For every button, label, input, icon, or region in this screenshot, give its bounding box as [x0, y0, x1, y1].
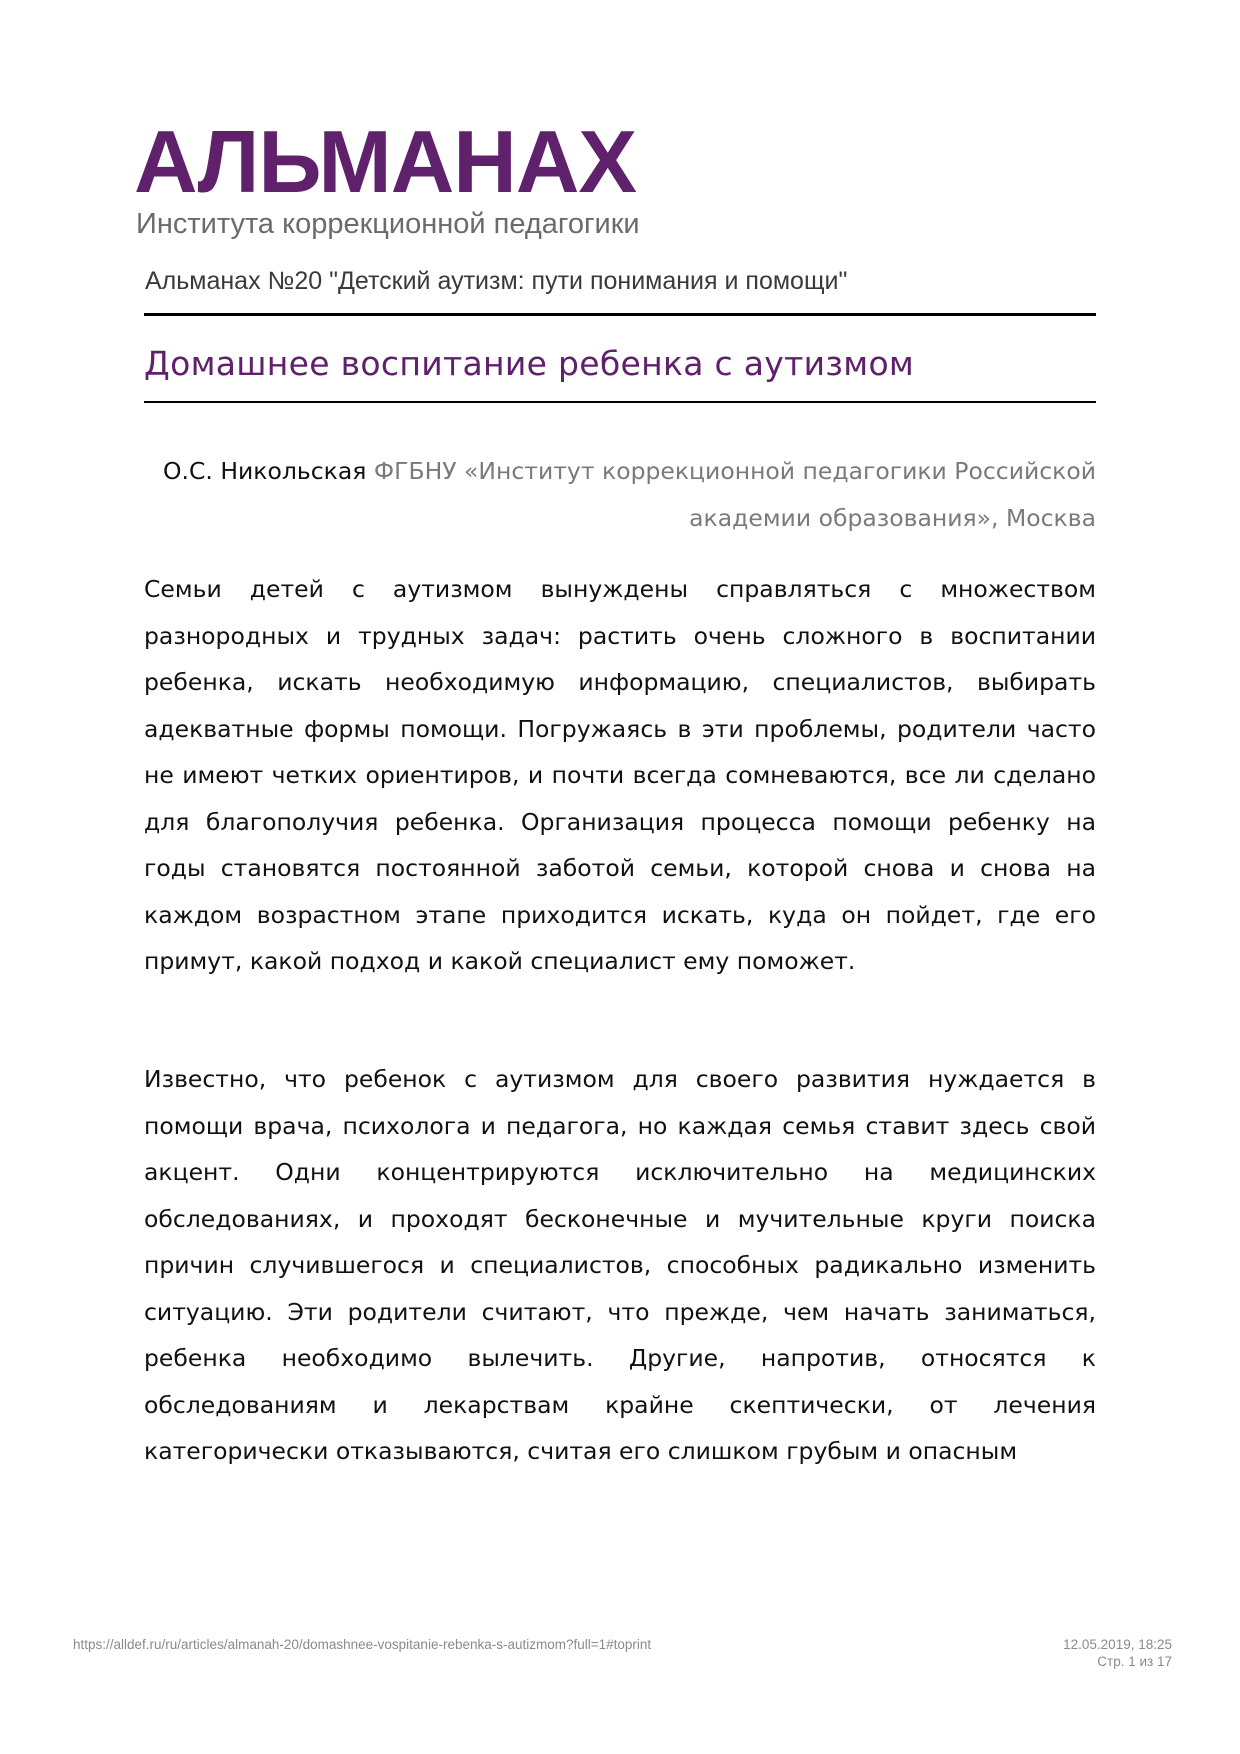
footer-meta	[1063, 1636, 1172, 1670]
body-paragraph: Известно, что ребенок с аутизмом для своего развития нуждается в помощи врача, психолога и педагога, но каждая семья ставит здесь свой акцент. Одни концентрируются исключительно на медицинских обследованиях, и проходят бесконечные и мучительные круги поиска причин случившегося и специалистов, способных радикально изменить ситуацию. Эти родители считают, что прежде, чем начать заниматься, ребенка необходимо вылечить. Другие, напротив, относятся к обследованиям и лекарствам крайне скептически, от лечения категорически отказываются, считая его слишком грубым и опасным	[144, 1065, 1096, 1465]
footer-print-datetime: 12.05.2019, 18:25	[1063, 1637, 1172, 1652]
header-divider-top	[144, 313, 1096, 316]
header-divider-bottom	[144, 401, 1096, 403]
body-paragraph: Семьи детей с аутизмом вынуждены справляться с множеством разнородных и трудных задач: растить очень сложного в воспитании ребенка, искать необходимую информацию, специалистов, выбирать адекватные формы помощи. Погружаясь в эти проблемы, родители часто не имеют четких ориентиров, и почти всегда сомневаются, все ли сделано для благополучия ребенка. Организация процесса помощи ребенку на годы становятся постоянной заботой семьи, которой снова и снова на каждом возрастном этапе приходится искать, куда он пойдет, где его примут, какой подход и какой специалист ему поможет.	[144, 575, 1096, 975]
author-name: О.С. Никольская	[163, 457, 367, 485]
footer-page-number: Стр. 1 из 17	[1097, 1654, 1172, 1669]
author-byline	[144, 448, 1096, 542]
footer-source-url: https://alldef.ru/ru/articles/almanah-20/domashnee-vospitanie-rebenka-s-autizmom?full=1#toprint	[73, 1637, 652, 1652]
issue-title: Альманах №20 "Детский аутизм: пути понимания и помощи"	[145, 267, 848, 295]
article-title: Домашнее воспитание ребенка с аутизмом	[144, 344, 915, 383]
almanac-brand-title: АЛЬМАНАХ	[134, 112, 637, 211]
almanac-brand-subtitle: Института коррекционной педагогики	[136, 208, 640, 240]
author-affiliation: ФГБНУ «Институт коррекционной педагогики Российской академии образования», Москва	[373, 457, 1096, 532]
